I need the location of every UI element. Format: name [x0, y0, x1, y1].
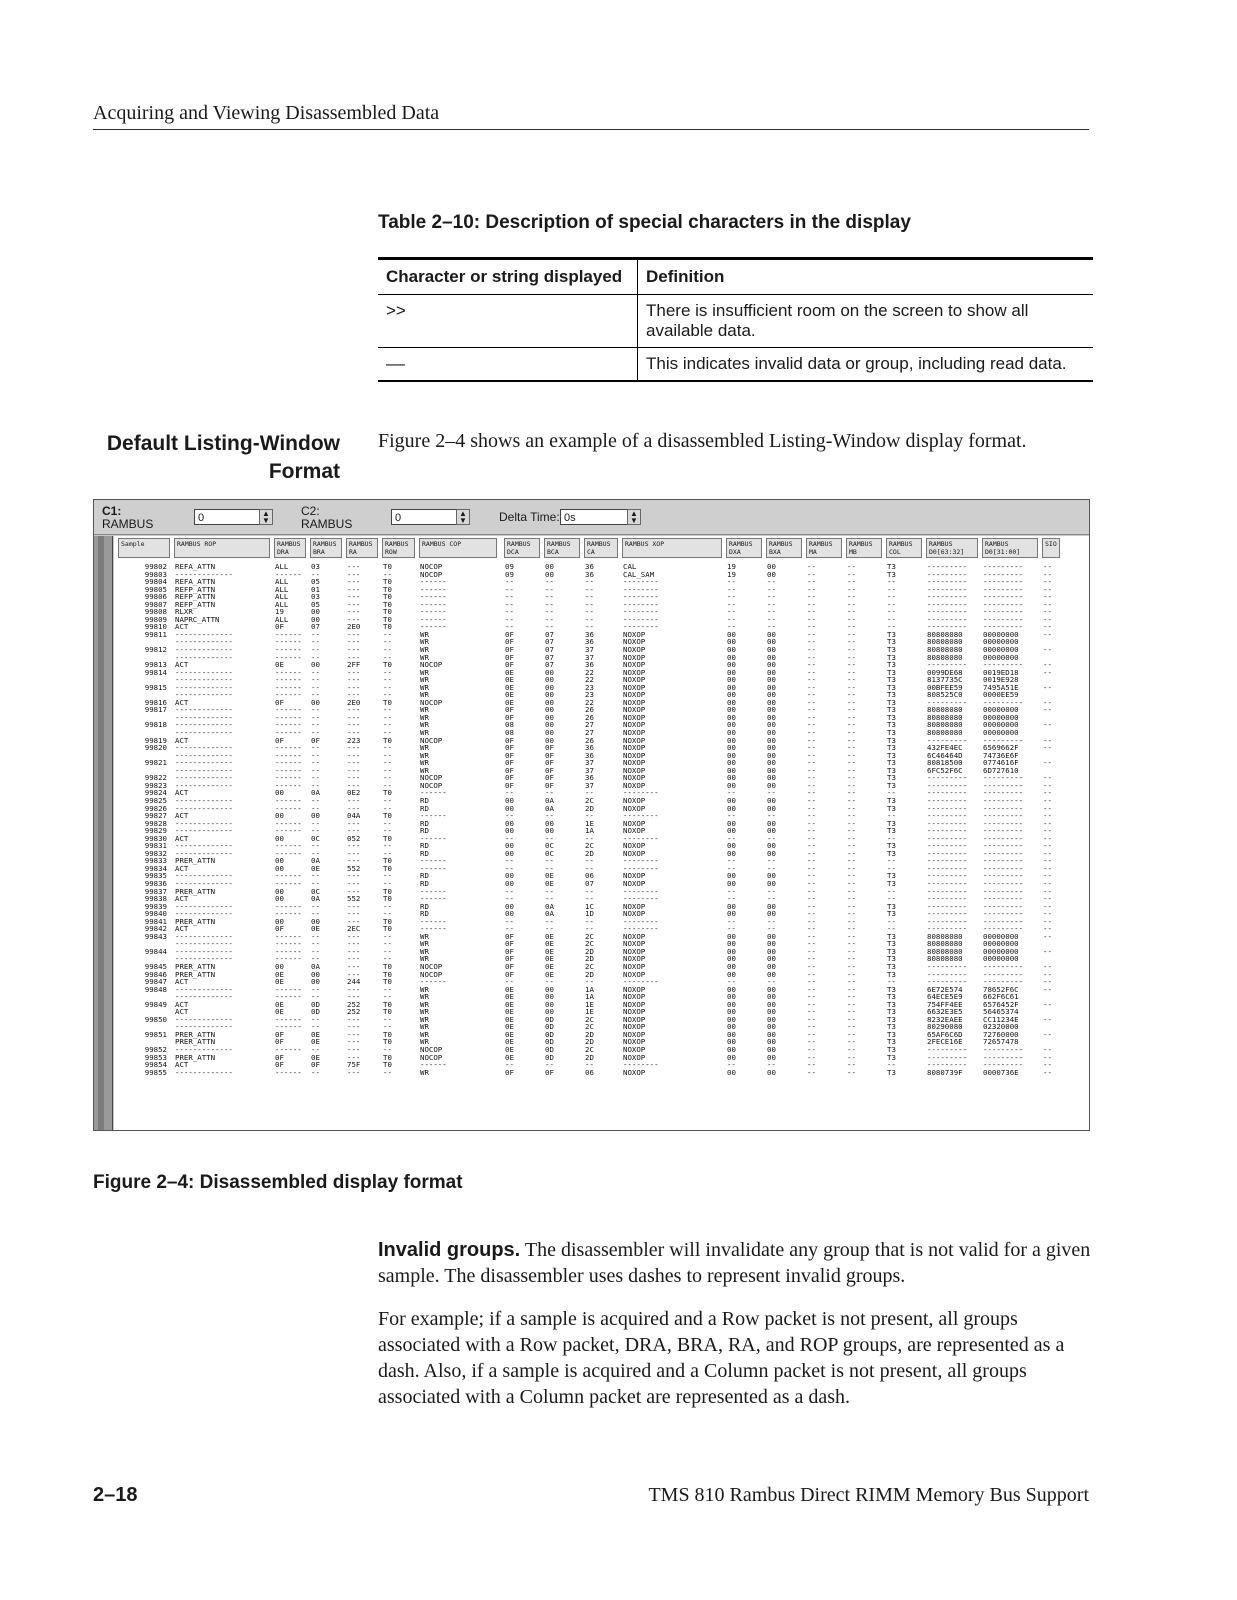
footer-doc-title: TMS 810 Rambus Direct RIMM Memory Bus Support: [648, 1484, 1089, 1506]
figure-intro-text: Figure 2–4 shows an example of a disassembled Listing-Window display format.: [378, 430, 1027, 452]
definition-cell: This indicates invalid data or group, including read data.: [638, 348, 1094, 382]
column-header-dra[interactable]: RAMBUS DRA: [274, 538, 306, 558]
invalid-groups-text: The disassembler will invalidate any group that is not valid for a given sample. The disassembler uses dashes to represent invalid groups.: [378, 1239, 1091, 1287]
column-header-bxa[interactable]: RAMBUS BXA: [766, 538, 802, 558]
column-values-xop: CAL CAL_SAM -------- -------- -------- -------- -------- -------- -------- NOXOP NOXOP NOXOP NOXOP NOXOP NOXOP NOXOP NOXOP NOXOP NOXOP NOXOP NOXOP NOXOP NOXOP NOXOP NOXOP NOXOP NOXOP NOXOP NOXOP NOXOP -------- NOXOP NOXOP -------- NOXOP NOXOP -------- NOXOP NOXOP -------- -------- NOXOP NOXOP -------- -------- NOXOP NOXOP -------- -------- NOXOP NOXOP NOXOP NOXOP NOXOP NOXOP -------- NOXOP NOXOP NOXOP NOXOP NOXOP NOXOP NOXOP NOXOP NOXOP NOXOP -------- NOXOP: [623, 562, 659, 1077]
column-values-sio: -- -- -- -- -- -- -- -- -- -- -- -- -- -- -- -- -- -- -- -- -- -- -- -- -- -- -- -- -- -- -- -- -- -- -- -- -- -- -- -- -- -- -- -- -- -- -- -- -- -- -- -- -- --: [1043, 562, 1052, 1077]
c2-spinner[interactable]: ▲ ▼: [456, 509, 470, 525]
listing-scroll-track[interactable]: [98, 536, 104, 1130]
column-values-ca: 36 36 -- -- -- -- -- -- -- 36 36 37 37 36 22 22 23 23 22 26 26 27 27 26 36 36 37 37 36 37 -- 2C 2D -- 1E 1A -- 2C 2D -- -- 06 07 -- -- 1C 1D -- -- 2C 2C 2D 2D 2C 2D -- 1A 1A 1E 1E 2C 2C 2D 2D 2C 2D -- 06: [585, 562, 594, 1077]
column-header-sio[interactable]: SIO: [1042, 538, 1060, 558]
section-heading: [100, 430, 340, 486]
column-header-bra[interactable]: RAMBUS BRA: [310, 538, 342, 558]
column-header-mb[interactable]: RAMBUS MB: [846, 538, 882, 558]
c2-value-field[interactable]: 0: [391, 509, 457, 525]
listing-window: [93, 499, 1090, 1131]
column-values-sample: 99802 99803 99804 99805 99806 99807 99808 99809 99810 99811 99812 99813 99814 99815 99816 99817 99818 99819 99820 99821 99822 99823 99824 99825 99826 99827 99828 99829 99830 99831 99832 99833 99834 99835 99836 99837 99838 99839 99840 99841 99842 99843 99844 99845 99846 99847 99848 99849 99850 99851 99852 99853 99854 99855: [144, 562, 167, 1077]
c2-sublabel: RAMBUS: [301, 517, 353, 531]
figure-caption: Figure 2–4: Disassembled display format: [93, 1172, 463, 1193]
column-values-bra: 03 -- 05 01 03 05 00 00 07 -- -- -- -- 00 -- -- -- -- 00 -- -- -- -- 0F -- -- -- -- -- -- 0A -- -- 00 -- -- 0C -- -- 0A 0E -- -- 0C 0A -- -- 00 0E -- -- -- -- 0A 00 00 -- -- 0D 0D -- -- 0E 0E -- 0E 0F --: [311, 562, 320, 1077]
c1-sublabel: RAMBUS: [102, 517, 154, 531]
character-cell: ––: [378, 348, 638, 382]
column-values-row: T0 -- T0 T0 T0 T0 T0 T0 T0 -- -- -- -- T0 -- -- -- -- T0 -- -- -- -- T0 -- -- -- -- -- -- T0 -- -- T0 -- -- T0 -- -- T0 T0 -- -- T0 T0 -- -- T0 T0 -- -- -- -- T0 T0 T0 -- -- T0 T0 -- -- T0 T0 -- T0 T0 --: [383, 562, 392, 1077]
section-heading-line1: Default Listing-Window: [106, 432, 340, 455]
column-header-bca[interactable]: RAMBUS BCA: [544, 538, 580, 558]
invalid-groups-paragraph: [378, 1237, 1093, 1289]
definition-cell: There is insufficient room on the screen to show all available data.: [638, 295, 1094, 348]
column-header-ca[interactable]: RAMBUS CA: [584, 538, 618, 558]
column-header-definition: Definition: [638, 259, 1094, 295]
column-header-dca[interactable]: RAMBUS DCA: [504, 538, 540, 558]
c1-spinner[interactable]: ▲ ▼: [259, 509, 273, 525]
column-header-d0-hi[interactable]: RAMBUS D0[63:32]: [926, 538, 978, 558]
character-cell: >>: [378, 295, 638, 348]
column-header-dxa[interactable]: RAMBUS DXA: [726, 538, 762, 558]
column-header-sample[interactable]: Sample: [118, 538, 170, 558]
listing-toolbar: [94, 500, 1089, 535]
column-header-xop[interactable]: RAMBUS XOP: [622, 538, 722, 558]
table-row: [378, 295, 1093, 348]
listing-grid: [114, 536, 1089, 1130]
example-paragraph: For example; if a sample is acquired and a Row packet is not present, all groups associated with a Row packet, DRA, BRA, RA, and ROP groups, are represented as a dash. Also, if a sample is acquired and a Column packet is not present, all groups associated with a Column packet are represented as a dash.: [378, 1308, 1065, 1408]
column-values-rop: REFA_ATTN ------------- REFA_ATTN REFP_ATTN REFP_ATTN REFP_ATTN RLXR NAPRC_ATTN ACT ------------- ------------- ------------- ------------- ACT ------------- ------------- ------------- ------------- ACT ------------- ------------- ------------- ------------- ACT ------------- ------------- ------------- ------------- ------------- ------------- ACT ------------- ------------- ACT ------------- ------------- ACT ------------- ------------- PRER_ATTN ACT ------------- ------------- PRER_ATTN ACT ------------- ------------- PRER_ATTN ACT ------------- ------------- ------------- ------------- PRER_ATTN PRER_ATTN ACT ------------- ------------- ACT ACT ------------- ------------- PRER_ATTN PRER_ATTN ------------- PRER_ATTN ACT -------------: [175, 562, 233, 1077]
column-header-cop[interactable]: RAMBUS COP: [419, 538, 497, 558]
column-values-cop: NOCOP NOCOP ------ ------ ------ ------ ------ ------ ------ WR WR WR WR NOCOP WR WR WR WR NOCOP WR WR WR WR NOCOP WR WR WR WR NOCOP NOCOP ------ RD RD ------ RD RD ------ RD RD ------ ------ RD RD ------ ------ RD RD ------ ------ WR WR WR WR NOCOP NOCOP ------ WR WR WR WR WR WR WR WR NOCOP NOCOP ------ WR: [420, 562, 447, 1077]
delta-time-label: Delta Time:: [499, 510, 560, 524]
running-header: Acquiring and Viewing Disassembled Data: [93, 102, 1089, 130]
column-header-row[interactable]: RAMBUS ROW: [382, 538, 415, 558]
column-values-dra: ALL ------ ALL ALL ALL ALL 19 ALL 0F ------ ------ ------ ------ 0E ------ ------ ------ ------ 0F ------ ------ ------ ------ 0F ------ ------ ------ ------ ------ ------ 00 ------ ------ 00 ------ ------ 00 ------ ------ 00 00 ------ ------ 00 00 ------ ------ 00 0F ------ ------ ------ ------ 00 0E 0E ------ ------ 0E 0E ------ ------ 0F 0F ------ 0F 0F ------: [275, 562, 302, 1077]
delta-time-spinner[interactable]: ▲ ▼: [627, 509, 641, 525]
page-number: 2–18: [93, 1484, 138, 1506]
column-values-dxa: 19 19 -- -- -- -- -- -- -- 00 00 00 00 00 00 00 00 00 00 00 00 00 00 00 00 00 00 00 00 00 -- 00 00 -- 00 00 -- 00 00 -- -- 00 00 -- -- 00 00 -- -- 00 00 00 00 00 00 -- 00 00 00 00 00 00 00 00 00 00 -- 00: [727, 562, 736, 1077]
column-header-col[interactable]: RAMBUS COL: [886, 538, 922, 558]
special-characters-table: [378, 257, 1093, 382]
c1-value-field[interactable]: 0: [194, 509, 260, 525]
c2-label: C2:: [301, 504, 320, 518]
table-header-row: [378, 259, 1093, 295]
column-values-bca: 00 00 -- -- -- -- -- -- -- 07 07 07 07 07 00 00 00 00 00 00 00 00 00 00 0F 0F 0F 0F 0F 0F -- 0A 0A -- 00 00 -- 0C 0C -- -- 0E 0E -- -- 0A 0A -- -- 0E 0E 0E 0E 0E 0E -- 00 00 00 00 0D 0D 0D 0D 0D 0D -- 0F: [545, 562, 554, 1077]
column-header-rop[interactable]: RAMBUS ROP: [174, 538, 270, 558]
column-header-d0-lo[interactable]: RAMBUS D0[31:00]: [982, 538, 1038, 558]
table-row: [378, 348, 1093, 382]
column-values-col: T3 T3 -- -- -- -- -- -- -- T3 T3 T3 T3 T3 T3 T3 T3 T3 T3 T3 T3 T3 T3 T3 T3 T3 T3 T3 T3 T3 -- T3 T3 -- T3 T3 -- T3 T3 -- -- T3 T3 -- -- T3 T3 -- -- T3 T3 T3 T3 T3 T3 -- T3 T3 T3 T3 T3 T3 T3 T3 T3 T3 -- T3: [887, 562, 896, 1077]
column-values-dca: 09 09 -- -- -- -- -- -- -- 0F 0F 0F 0F 0F 0E 0E 0E 0E 0E 0F 0F 08 08 0F 0F 0F 0F 0F 0F 0F -- 00 00 -- 00 00 -- 00 00 -- -- 00 00 -- -- 00 00 -- -- 0F 0F 0F 0F 0F 0F -- 0E 0E 0E 0E 0E 0E 0E 0E 0E 0E -- 0F: [505, 562, 514, 1077]
column-values-bxa: 00 00 -- -- -- -- -- -- -- 00 00 00 00 00 00 00 00 00 00 00 00 00 00 00 00 00 00 00 00 00 -- 00 00 -- 00 00 -- 00 00 -- -- 00 00 -- -- 00 00 -- -- 00 00 00 00 00 00 -- 00 00 00 00 00 00 00 00 00 00 -- 00: [767, 562, 776, 1077]
column-values-d0-hi: --------- --------- --------- --------- --------- --------- --------- --------- --------- 80808080 80808080 80808080 80808080 --------- 0099DE68 8137735C 00BFEE59 808525C0 --------- 80808080 80808080 80808080 80808080 --------- 432FE4EC 6C46464D 80818500 6FC52F6C --------- --------- --------- --------- --------- --------- --------- --------- --------- --------- --------- --------- --------- --------- --------- --------- --------- --------- --------- --------- --------- 80808080 80808080 80808080 80808080 --------- --------- --------- 6E72E574 64ECE5E9 754FF4EE 6632E3E5 8232EAEE 80290080 65AF6C6D 2FECE16E --------- --------- --------- 8080739F: [927, 562, 968, 1077]
column-values-mb: -- -- -- -- -- -- -- -- -- -- -- -- -- -- -- -- -- -- -- -- -- -- -- -- -- -- -- -- -- -- -- -- -- -- -- -- -- -- -- -- -- -- -- -- -- -- -- -- -- -- -- -- -- -- -- -- -- -- -- -- -- -- -- -- -- -- -- --: [847, 562, 856, 1077]
column-header-ra[interactable]: RAMBUS RA: [346, 538, 378, 558]
table-caption: Table 2–10: Description of special characters in the display: [378, 212, 911, 233]
section-heading-line2: Format: [268, 460, 340, 483]
invalid-groups-lead: Invalid groups.: [378, 1239, 521, 1261]
column-values-ra: --- --- --- --- --- --- --- --- 2E0 --- --- --- --- 2FF --- --- --- --- 2E0 --- --- --- --- 223 --- --- --- --- --- --- 0E2 --- --- 04A --- --- 052 --- --- --- 552 --- --- --- 552 --- --- --- 2EC --- --- --- --- --- --- 244 --- --- 252 252 --- --- --- --- --- --- 75F ---: [347, 562, 361, 1077]
c1-label: C1:: [102, 504, 122, 518]
column-values-ma: -- -- -- -- -- -- -- -- -- -- -- -- -- -- -- -- -- -- -- -- -- -- -- -- -- -- -- -- -- -- -- -- -- -- -- -- -- -- -- -- -- -- -- -- -- -- -- -- -- -- -- -- -- -- -- -- -- -- -- -- -- -- -- -- -- -- -- --: [807, 562, 816, 1077]
column-values-d0-lo: --------- --------- --------- --------- --------- --------- --------- --------- --------- 00000000 00000000 00000000 00000000 --------- 0019ED18 0019E928 7495A51E 0000EE59 --------- 00000000 00000000 00000000 00000000 --------- 6569662F 74736E6F 0774616F 6D727610 --------- --------- --------- --------- --------- --------- --------- --------- --------- --------- --------- --------- --------- --------- --------- --------- --------- --------- --------- --------- --------- 00000000 00000000 00000000 00000000 --------- --------- --------- 78652F6C 662F6C61 6576452F 56465374 CC11234E 02320000 72760000 72657478 --------- --------- --------- 0000736E: [983, 562, 1024, 1077]
delta-time-field[interactable]: 0s: [560, 509, 628, 525]
column-header-character: Character or string displayed: [378, 259, 638, 295]
column-header-ma[interactable]: RAMBUS MA: [806, 538, 842, 558]
